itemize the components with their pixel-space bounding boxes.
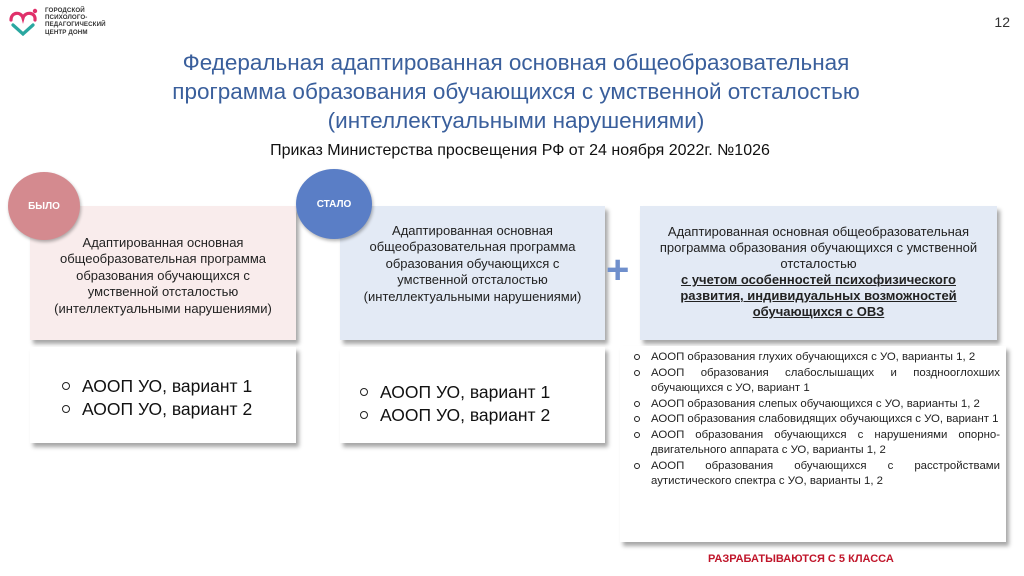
new-variants-box [340,347,605,443]
old-badge: БЫЛО [8,172,80,240]
list-item: АООП образования слабовидящих обучающихся с УО, вариант 1 [632,412,1000,428]
new-program-text: Адаптированная основная общеобразовательная программа образования обучающихся с умственной отсталостью (интеллектуальными нарушениями) [363,222,582,304]
list-item: АООП УО, вариант 1 [62,375,252,398]
circle-bullet-icon [62,405,70,413]
logo-icon [8,6,40,36]
ovz-program-box [640,206,997,340]
new-variants-list [360,381,550,427]
slide-title: Федеральная адаптированная основная общеобразовательная программа образования обучающихся с умственной отсталостью (интеллектуальными нарушениями) [172,50,860,133]
list-item: АООП УО, вариант 2 [62,398,252,421]
new-program-box [340,206,605,340]
circle-bullet-icon [634,432,640,438]
list-item: АООП УО, вариант 2 [360,404,550,427]
logo [8,4,128,40]
circle-bullet-icon [634,463,640,469]
logo-text: ГОРОДСКОЙ ПСИХОЛОГО- ПЕДАГОГИЧЕСКИЙ ЦЕНТР ДОНМ [45,7,106,36]
circle-bullet-icon [634,416,640,422]
old-program-text: Адаптированная основная общеобразовательная программа образования обучающихся с умственной отсталостью (интеллектуальными нарушениями) [54,234,272,316]
footnote: РАЗРАБАТЫВАЮТСЯ С 5 КЛАССА [708,553,894,565]
slide-number: 12 [994,14,1010,30]
ovz-variants-box [620,346,1006,542]
circle-bullet-icon [360,388,368,396]
ovz-variants-list [632,350,1000,490]
plus-icon: + [606,248,630,292]
circle-bullet-icon [634,370,640,376]
old-variants-list [62,375,252,421]
old-variants-box [30,347,296,443]
ovz-program-text: Адаптированная основная общеобразовательная программа образования обучающихся с умственной отсталостью [659,224,978,271]
new-badge: СТАЛО [296,169,372,239]
circle-bullet-icon [634,354,640,360]
subtitle: Приказ Министерства просвещения РФ от 24 ноября 2022г. №1026 [270,142,770,159]
ovz-program-emphasis: с учетом особенностей психофизического развития, индивидуальных возможностей обучающихся с ОВЗ [680,272,957,319]
list-item: АООП образования глухих обучающихся с УО, варианты 1, 2 [632,350,1000,366]
list-item: АООП УО, вариант 1 [360,381,550,404]
list-item: АООП образования обучающихся с нарушениями опорно-двигательного аппарата с УО, варианты 1, 2 [632,428,1000,459]
circle-bullet-icon [62,382,70,390]
list-item: АООП образования слепых обучающихся с УО, варианты 1, 2 [632,397,1000,413]
list-item: АООП образования обучающихся с расстройствами аутистического спектра с УО, варианты 1, 2 [632,459,1000,490]
circle-bullet-icon [360,411,368,419]
circle-bullet-icon [634,401,640,407]
list-item: АООП образования слабослышащих и позднооглохших обучающихся с УО, вариант 1 [632,366,1000,397]
